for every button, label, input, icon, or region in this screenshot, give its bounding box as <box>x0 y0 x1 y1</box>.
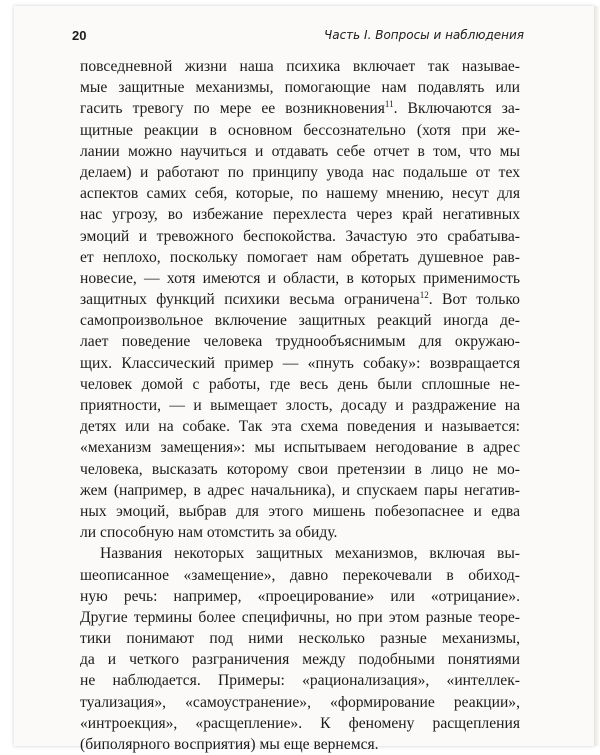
text-line: самопроизвольное включение защитных реакций иногда де- <box>80 312 520 330</box>
paragraph-2 <box>80 543 520 755</box>
text-line: приятности, — и вымещает злость, досаду и раздражение на <box>80 397 520 414</box>
text-line: мые защитные механизмы, помогающие нам подавлять или <box>80 79 520 97</box>
text-line: туализация», «самоустранение», «формирование реакции», <box>80 693 520 711</box>
text-line: эмоций и тревожного беспокойства. Зачастую это срабатыва- <box>80 227 520 245</box>
text-line: жем (например, в адрес начальника), и спускаем пары негатив- <box>80 481 520 499</box>
text-line <box>80 98 520 119</box>
text-line: не наблюдается. Примеры: «рационализация», «интеллек- <box>80 672 520 690</box>
text-line-part: . Вот только <box>428 291 520 309</box>
page-header <box>72 28 524 48</box>
text-line: «интроекция», «расщепление». К феномену расщепления <box>80 714 520 732</box>
text-line: аспектов самих себя, которые, по нашему мнению, несут для <box>80 185 520 203</box>
text-line: лает поведение человека труднообъяснимым для окружаю- <box>80 333 520 351</box>
text-line: «механизм замещения»: мы испытываем негодование в адрес <box>80 439 520 457</box>
text-line: ных эмоций, выбрав для этого мишень побезопаснее и едва <box>80 502 520 520</box>
text-line: лании можно научиться и отдавать себе отчет в том, что мы <box>80 142 520 160</box>
text-line: делаем) и работают по принципу увода нас подальше от тех <box>80 163 520 181</box>
text-line-part: защитных функций психики весьма ограничена <box>80 291 420 309</box>
text-line: щитные реакции в основном бессознательно (хотя при же- <box>80 121 520 139</box>
text-line: Другие термины более специфичны, но при этом разные теоре- <box>80 608 520 626</box>
text-line: Названия некоторых защитных механизмов, включая вы- <box>100 545 520 563</box>
text-line: детях или на собаке. Так эта схема поведения и называется: <box>80 418 520 436</box>
footnote-ref-12: 12 <box>419 290 429 301</box>
text-line: да и четкого разграничения между подобными понятиями <box>80 651 520 669</box>
footnote-ref-11: 11 <box>384 99 394 110</box>
text-line: ную речь: например, «проецирование» или «отрицание». <box>80 587 520 605</box>
text-line: повседневной жизни наша психика включает так называе- <box>80 58 520 75</box>
text-line: шеописанное «замещение», давно перекочевали в обиход- <box>80 566 520 584</box>
text-line: человека, высказать которому свои претензии в лицо не мо- <box>80 460 520 478</box>
text-line: ет неплохо, поскольку помогает нам обретать душевное рав- <box>80 248 520 266</box>
running-title: Часть I. Вопросы и наблюдения <box>323 28 524 42</box>
page-number: 20 <box>72 28 87 43</box>
text-line: ли способную нам отомстить за обиду. <box>80 524 338 542</box>
page-edge <box>594 6 600 746</box>
text-line: щих. Классический пример — «пнуть собаку»: возвращается <box>80 354 520 372</box>
text-line: нас угрозу, во избежание перехлеста через край негативных <box>80 206 520 224</box>
paragraph-1 <box>80 56 520 543</box>
text-line-part: гасить тревогу по мере ее возникновения <box>80 100 385 118</box>
text-line-part: . Включаются за- <box>393 100 520 118</box>
text-line: новесие, — хотя имеются и области, в которых применимость <box>80 269 520 287</box>
body-text <box>80 56 520 755</box>
text-line <box>80 289 520 310</box>
text-line: тики понимают под ними несколько разные механизмы, <box>80 630 520 648</box>
text-line: (биполярного восприятия) мы еще вернемся. <box>80 736 379 753</box>
text-line: человек домой с работы, где весь день были сплошные не- <box>80 375 520 393</box>
